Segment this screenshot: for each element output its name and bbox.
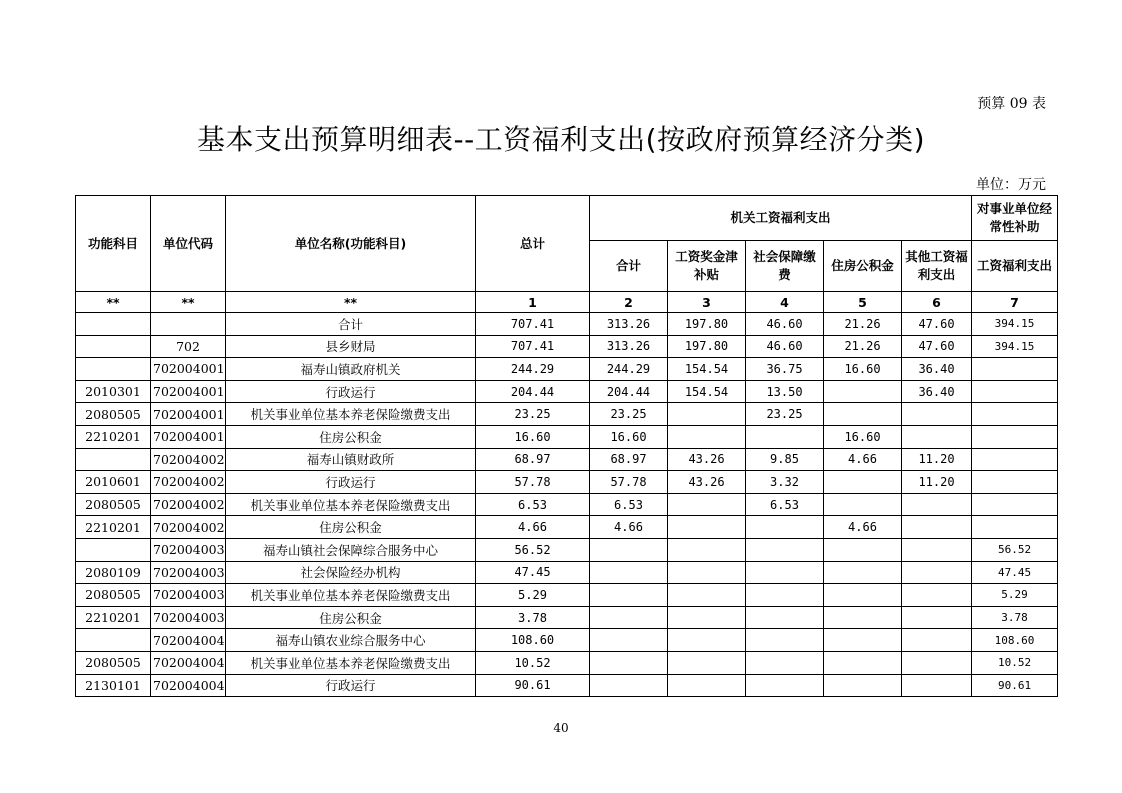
housing-cell (824, 674, 902, 697)
other-cell (902, 538, 972, 561)
table-row (76, 561, 1058, 584)
page-title: 基本支出预算明细表--工资福利支出(按政府预算经济分类) (196, 123, 926, 156)
other-cell: 47.60 (902, 313, 972, 336)
unit-name-cell: 福寿山镇农业综合服务中心 (226, 629, 476, 652)
salary-cell (668, 516, 746, 539)
index-cell: ** (226, 292, 476, 313)
salary-cell: 154.54 (668, 358, 746, 381)
housing-cell (824, 538, 902, 561)
func-code-cell: 2010301 (76, 380, 151, 403)
subtotal-cell: 313.26 (590, 335, 668, 358)
total-cell: 23.25 (476, 403, 590, 426)
social-cell: 13.50 (746, 380, 824, 403)
table-row (76, 335, 1058, 358)
subtotal-cell (590, 561, 668, 584)
welfare-cell: 3.78 (972, 606, 1058, 629)
social-cell (746, 629, 824, 652)
subtotal-cell (590, 538, 668, 561)
welfare-cell (972, 493, 1058, 516)
welfare-cell (972, 380, 1058, 403)
other-cell (902, 606, 972, 629)
header-total: 总计 (476, 196, 590, 292)
total-cell: 5.29 (476, 584, 590, 607)
housing-cell: 21.26 (824, 313, 902, 336)
unit-name-cell: 县乡财局 (226, 335, 476, 358)
welfare-cell: 10.52 (972, 651, 1058, 674)
housing-cell: 4.66 (824, 448, 902, 471)
form-number: 预算 09 表 (977, 96, 1046, 112)
unit-name-cell: 住房公积金 (226, 425, 476, 448)
index-cell: 6 (902, 292, 972, 313)
other-cell (902, 425, 972, 448)
total-cell: 10.52 (476, 651, 590, 674)
unit-code-cell: 702004003 (151, 538, 226, 561)
other-cell (902, 629, 972, 652)
social-cell (746, 674, 824, 697)
unit-code-cell: 702004004 (151, 674, 226, 697)
salary-cell (668, 584, 746, 607)
salary-cell: 43.26 (668, 471, 746, 494)
table-row (76, 584, 1058, 607)
salary-cell (668, 403, 746, 426)
table-row (76, 629, 1058, 652)
social-cell: 46.60 (746, 335, 824, 358)
index-cell: ** (151, 292, 226, 313)
unit-name-cell: 福寿山镇政府机关 (226, 358, 476, 381)
subtotal-cell: 68.97 (590, 448, 668, 471)
header-other: 其他工资福利支出 (902, 241, 972, 292)
social-cell (746, 651, 824, 674)
salary-cell (668, 425, 746, 448)
welfare-cell: 47.45 (972, 561, 1058, 584)
housing-cell: 16.60 (824, 425, 902, 448)
table-row (76, 493, 1058, 516)
subtotal-cell: 244.29 (590, 358, 668, 381)
total-cell: 4.66 (476, 516, 590, 539)
total-cell: 6.53 (476, 493, 590, 516)
table-row (76, 606, 1058, 629)
unit-code-cell: 702004001 (151, 403, 226, 426)
welfare-cell (972, 425, 1058, 448)
unit-name-cell: 机关事业单位基本养老保险缴费支出 (226, 651, 476, 674)
social-cell: 36.75 (746, 358, 824, 381)
welfare-cell (972, 358, 1058, 381)
other-cell (902, 651, 972, 674)
func-code-cell: 2080505 (76, 584, 151, 607)
other-cell (902, 493, 972, 516)
func-code-cell: 2210201 (76, 425, 151, 448)
subtotal-cell: 23.25 (590, 403, 668, 426)
unit-name-cell: 机关事业单位基本养老保险缴费支出 (226, 584, 476, 607)
unit-name-cell: 住房公积金 (226, 606, 476, 629)
salary-cell (668, 674, 746, 697)
welfare-cell (972, 448, 1058, 471)
subtotal-cell: 16.60 (590, 425, 668, 448)
welfare-cell (972, 516, 1058, 539)
housing-cell: 16.60 (824, 358, 902, 381)
other-cell (902, 516, 972, 539)
social-cell (746, 425, 824, 448)
salary-cell (668, 606, 746, 629)
table-row (76, 425, 1058, 448)
housing-cell (824, 629, 902, 652)
budget-table (75, 195, 1058, 697)
total-cell: 57.78 (476, 471, 590, 494)
unit-code-cell: 702004001 (151, 425, 226, 448)
func-code-cell: 2080505 (76, 651, 151, 674)
table-row (76, 358, 1058, 381)
func-code-cell (76, 538, 151, 561)
func-code-cell (76, 313, 151, 336)
total-cell: 707.41 (476, 335, 590, 358)
index-cell: 2 (590, 292, 668, 313)
unit-name-cell: 行政运行 (226, 380, 476, 403)
unit-code-cell: 702004002 (151, 516, 226, 539)
total-cell: 16.60 (476, 425, 590, 448)
subtotal-cell (590, 629, 668, 652)
housing-cell (824, 403, 902, 426)
header-group-agency: 机关工资福利支出 (590, 196, 972, 241)
table-row (76, 516, 1058, 539)
subtotal-cell: 57.78 (590, 471, 668, 494)
header-subtotal: 合计 (590, 241, 668, 292)
func-code-cell (76, 448, 151, 471)
total-cell: 68.97 (476, 448, 590, 471)
welfare-cell: 5.29 (972, 584, 1058, 607)
header-group-institution: 对事业单位经常性补助 (972, 196, 1058, 241)
unit-name-cell: 机关事业单位基本养老保险缴费支出 (226, 493, 476, 516)
housing-cell (824, 471, 902, 494)
unit-name-cell: 机关事业单位基本养老保险缴费支出 (226, 403, 476, 426)
welfare-cell: 394.15 (972, 313, 1058, 336)
other-cell: 36.40 (902, 380, 972, 403)
table-row (76, 403, 1058, 426)
social-cell (746, 538, 824, 561)
index-cell: 4 (746, 292, 824, 313)
housing-cell (824, 584, 902, 607)
unit-code-cell: 702004001 (151, 358, 226, 381)
subtotal-cell (590, 584, 668, 607)
social-cell: 3.32 (746, 471, 824, 494)
subtotal-cell: 204.44 (590, 380, 668, 403)
subtotal-cell (590, 651, 668, 674)
total-cell: 108.60 (476, 629, 590, 652)
salary-cell (668, 538, 746, 561)
unit-code-cell: 702004001 (151, 380, 226, 403)
total-cell: 204.44 (476, 380, 590, 403)
func-code-cell (76, 358, 151, 381)
index-cell: ** (76, 292, 151, 313)
index-cell: 5 (824, 292, 902, 313)
salary-cell (668, 561, 746, 584)
housing-cell (824, 493, 902, 516)
index-row (76, 292, 1058, 313)
other-cell (902, 584, 972, 607)
salary-cell: 154.54 (668, 380, 746, 403)
welfare-cell: 108.60 (972, 629, 1058, 652)
unit-code-cell: 702004003 (151, 561, 226, 584)
func-code-cell: 2010601 (76, 471, 151, 494)
unit-code-cell: 702004004 (151, 651, 226, 674)
header-func: 功能科目 (76, 196, 151, 292)
subtotal-cell: 313.26 (590, 313, 668, 336)
unit-name-cell: 福寿山镇社会保障综合服务中心 (226, 538, 476, 561)
social-cell (746, 606, 824, 629)
func-code-cell: 2080505 (76, 403, 151, 426)
func-code-cell: 2210201 (76, 606, 151, 629)
other-cell (902, 403, 972, 426)
salary-cell (668, 493, 746, 516)
housing-cell (824, 561, 902, 584)
housing-cell: 21.26 (824, 335, 902, 358)
unit-code-cell: 702004002 (151, 471, 226, 494)
total-cell: 47.45 (476, 561, 590, 584)
unit-code-cell: 702004003 (151, 584, 226, 607)
total-cell: 707.41 (476, 313, 590, 336)
unit-code-cell: 702004002 (151, 448, 226, 471)
social-cell (746, 561, 824, 584)
other-cell (902, 561, 972, 584)
social-cell (746, 516, 824, 539)
other-cell (902, 674, 972, 697)
table-row (76, 471, 1058, 494)
header-housing: 住房公积金 (824, 241, 902, 292)
index-cell: 1 (476, 292, 590, 313)
total-cell: 56.52 (476, 538, 590, 561)
housing-cell: 4.66 (824, 516, 902, 539)
unit-label: 单位：万元 (976, 177, 1046, 193)
subtotal-cell (590, 606, 668, 629)
table-row (76, 651, 1058, 674)
unit-code-cell: 702004004 (151, 629, 226, 652)
social-cell (746, 584, 824, 607)
unit-name-cell: 行政运行 (226, 674, 476, 697)
subtotal-cell: 6.53 (590, 493, 668, 516)
table-row (76, 674, 1058, 697)
welfare-cell (972, 471, 1058, 494)
subtotal-cell (590, 674, 668, 697)
header-name: 单位名称(功能科目) (226, 196, 476, 292)
table-row (76, 448, 1058, 471)
unit-name-cell: 住房公积金 (226, 516, 476, 539)
index-cell: 3 (668, 292, 746, 313)
housing-cell (824, 380, 902, 403)
func-code-cell: 2210201 (76, 516, 151, 539)
social-cell: 9.85 (746, 448, 824, 471)
housing-cell (824, 651, 902, 674)
table-row (76, 380, 1058, 403)
func-code-cell: 2080505 (76, 493, 151, 516)
header-code: 单位代码 (151, 196, 226, 292)
other-cell: 11.20 (902, 471, 972, 494)
salary-cell: 197.80 (668, 313, 746, 336)
table-row (76, 538, 1058, 561)
welfare-cell: 56.52 (972, 538, 1058, 561)
func-code-cell: 2130101 (76, 674, 151, 697)
salary-cell: 197.80 (668, 335, 746, 358)
unit-code-cell: 702004003 (151, 606, 226, 629)
total-cell: 90.61 (476, 674, 590, 697)
social-cell: 46.60 (746, 313, 824, 336)
welfare-cell (972, 403, 1058, 426)
unit-code-cell (151, 313, 226, 336)
unit-name-cell: 福寿山镇财政所 (226, 448, 476, 471)
table-row (76, 313, 1058, 336)
other-cell: 11.20 (902, 448, 972, 471)
salary-cell (668, 651, 746, 674)
unit-code-cell: 702004002 (151, 493, 226, 516)
welfare-cell: 394.15 (972, 335, 1058, 358)
unit-name-cell: 行政运行 (226, 471, 476, 494)
social-cell: 23.25 (746, 403, 824, 426)
func-code-cell (76, 629, 151, 652)
header-welfare: 工资福利支出 (972, 241, 1058, 292)
housing-cell (824, 606, 902, 629)
func-code-cell (76, 335, 151, 358)
header-social: 社会保障缴费 (746, 241, 824, 292)
func-code-cell: 2080109 (76, 561, 151, 584)
unit-name-cell: 合计 (226, 313, 476, 336)
social-cell: 6.53 (746, 493, 824, 516)
subtotal-cell: 4.66 (590, 516, 668, 539)
salary-cell (668, 629, 746, 652)
page-number: 40 (553, 721, 569, 735)
total-cell: 244.29 (476, 358, 590, 381)
header-salary: 工资奖金津补贴 (668, 241, 746, 292)
total-cell: 3.78 (476, 606, 590, 629)
salary-cell: 43.26 (668, 448, 746, 471)
unit-name-cell: 社会保险经办机构 (226, 561, 476, 584)
welfare-cell: 90.61 (972, 674, 1058, 697)
index-cell: 7 (972, 292, 1058, 313)
other-cell: 36.40 (902, 358, 972, 381)
unit-code-cell: 702 (151, 335, 226, 358)
other-cell: 47.60 (902, 335, 972, 358)
